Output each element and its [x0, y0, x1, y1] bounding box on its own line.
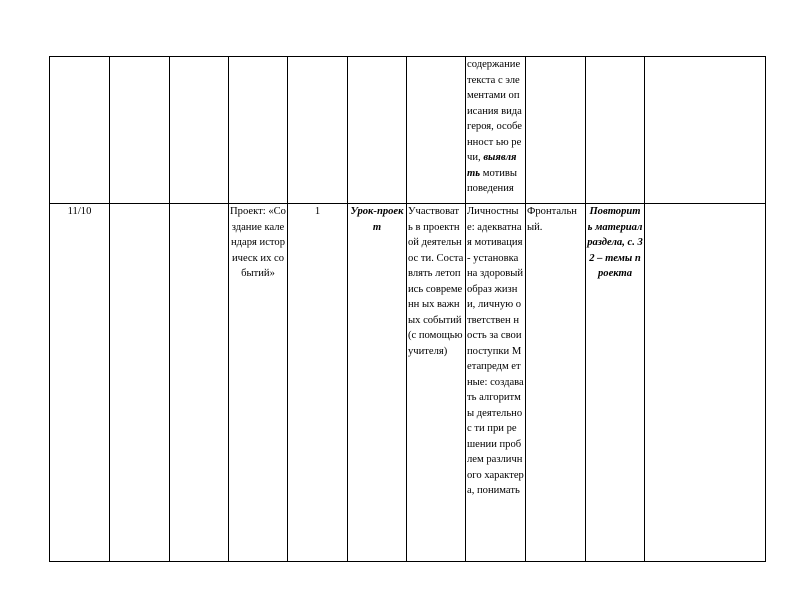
table-row	[50, 57, 766, 204]
cell-empty	[586, 57, 645, 204]
cell-empty	[170, 57, 229, 204]
lesson-plan-table	[49, 56, 766, 562]
results-text: содержание текста с элементами описания вида героя, особенност ью речи,	[467, 59, 522, 163]
lesson-hours: 1	[288, 204, 348, 562]
cell-empty	[645, 57, 766, 204]
cell-empty	[110, 204, 170, 562]
cell-empty	[526, 57, 586, 204]
results-text-end: мотивы поведения	[467, 167, 518, 194]
table-row	[50, 204, 766, 562]
lesson-number: 11/10	[50, 204, 110, 562]
planned-results: Личностны е: адекватная мотивация- установка на здоровый образ жизни, личную ответствен ность за свои поступки Метапредм етные: создавать алгоритмы деятельнос ти при решении проблем различного характера, понимать	[466, 204, 526, 562]
cell-empty	[170, 204, 229, 562]
cell-empty	[645, 204, 766, 562]
cell-empty	[348, 57, 407, 204]
lesson-type: Урок-проект	[348, 204, 407, 562]
cell-empty	[407, 57, 466, 204]
student-activity: Участвоват ь в проектной деятельнос ти. Составлять летопись современн ых важных событий (с помощью учителя)	[407, 204, 466, 562]
homework: Повторит ь материал раздела, с. 32 – темы проекта	[586, 204, 645, 562]
control-form: Фронтальн ый.	[526, 204, 586, 562]
cell-planned-results-continued	[466, 57, 526, 204]
cell-empty	[288, 57, 348, 204]
cell-empty	[110, 57, 170, 204]
cell-empty	[50, 57, 110, 204]
cell-empty	[229, 57, 288, 204]
lesson-topic: Проект: «Создание календаря историческ их событий»	[229, 204, 288, 562]
results-emphasis: выявлять	[467, 152, 517, 179]
